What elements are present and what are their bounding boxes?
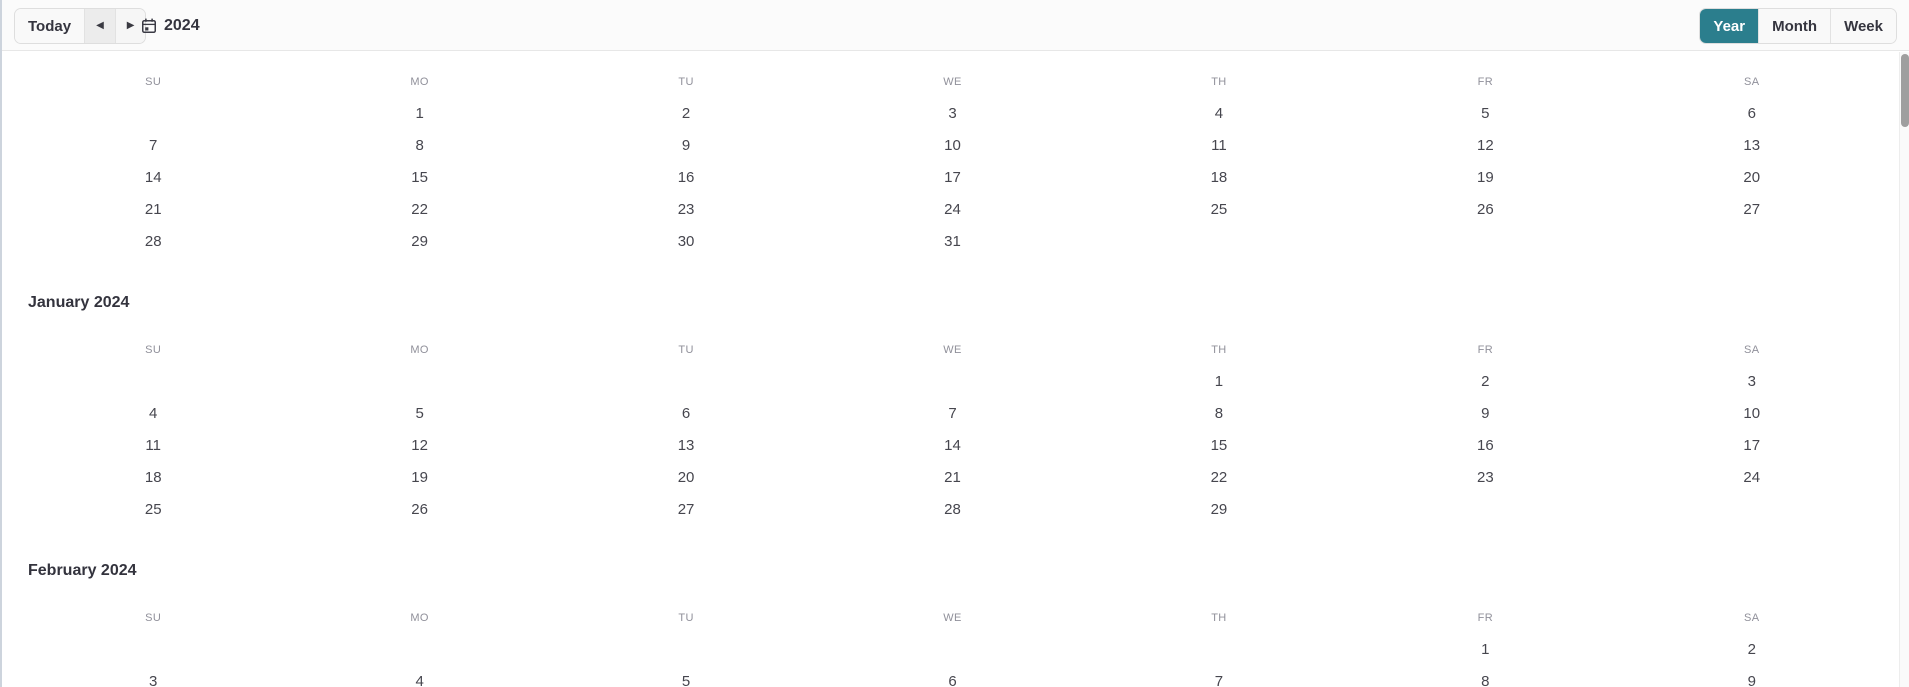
- today-button[interactable]: Today: [15, 9, 84, 43]
- date-cell[interactable]: 7: [1214, 673, 1224, 687]
- date-cell[interactable]: 6: [1747, 105, 1756, 122]
- toolbar: [0, 0, 1909, 51]
- year-label: 2024: [164, 16, 200, 34]
- empty-cell: [20, 98, 286, 130]
- empty-cell: [1619, 226, 1885, 258]
- date-cell[interactable]: 29: [411, 233, 428, 250]
- scrollbar-thumb[interactable]: [1901, 54, 1909, 127]
- nav-button-group: [14, 8, 146, 44]
- day-header: WE: [943, 76, 962, 88]
- date-cell[interactable]: 19: [1477, 169, 1494, 186]
- date-cell[interactable]: 26: [1477, 201, 1494, 218]
- date-cell[interactable]: 3: [149, 673, 158, 687]
- date-cell[interactable]: 24: [944, 201, 961, 218]
- date-cell[interactable]: 2: [681, 105, 691, 122]
- date-cell[interactable]: 8: [1214, 405, 1224, 422]
- view-button-week[interactable]: Week: [1830, 9, 1896, 43]
- prev-button[interactable]: [84, 9, 115, 43]
- date-cell[interactable]: 1: [1481, 641, 1490, 658]
- date-cell[interactable]: 7: [149, 137, 158, 154]
- window-left-edge: [0, 0, 2, 687]
- day-header: MO: [410, 76, 429, 88]
- date-cell[interactable]: 23: [677, 201, 695, 218]
- date-cell[interactable]: 1: [415, 105, 424, 122]
- date-cell[interactable]: 25: [144, 501, 162, 518]
- date-cell[interactable]: 19: [411, 469, 428, 486]
- date-cell[interactable]: 16: [1477, 437, 1494, 454]
- date-cell[interactable]: 6: [948, 673, 957, 687]
- date-cell[interactable]: 28: [944, 501, 961, 518]
- day-header: SA: [1744, 76, 1760, 88]
- date-cell[interactable]: 15: [1210, 437, 1228, 454]
- prev-icon: ◀: [96, 20, 104, 31]
- month-section: [0, 66, 1909, 314]
- date-cell[interactable]: 17: [1743, 437, 1761, 454]
- date-cell[interactable]: 4: [149, 405, 158, 422]
- empty-cell: [286, 366, 552, 398]
- date-cell[interactable]: 5: [681, 673, 691, 687]
- date-cell[interactable]: 6: [681, 405, 691, 422]
- month-label: January 2024: [28, 294, 130, 311]
- day-header: SU: [145, 76, 162, 88]
- date-cell[interactable]: 17: [944, 169, 961, 186]
- date-cell[interactable]: 20: [677, 469, 695, 486]
- date-cell[interactable]: 22: [411, 201, 428, 218]
- day-header: TU: [678, 344, 694, 356]
- date-cell[interactable]: 9: [1747, 673, 1756, 687]
- date-cell[interactable]: 26: [411, 501, 428, 518]
- date-cell[interactable]: 15: [411, 169, 428, 186]
- empty-cell: [553, 366, 819, 398]
- empty-cell: [1086, 226, 1352, 258]
- date-cell[interactable]: 31: [944, 233, 961, 250]
- view-button-month[interactable]: Month: [1758, 9, 1830, 43]
- month-grid: [20, 602, 1885, 687]
- date-cell[interactable]: 11: [1211, 137, 1227, 154]
- date-cell[interactable]: 5: [1481, 105, 1490, 122]
- date-cell[interactable]: 10: [1743, 405, 1761, 422]
- date-cell[interactable]: 14: [144, 169, 162, 186]
- months-container: [0, 52, 1909, 687]
- date-cell[interactable]: 3: [1747, 373, 1756, 390]
- month-grid: [20, 66, 1885, 258]
- date-cell[interactable]: 12: [1477, 137, 1494, 154]
- date-cell[interactable]: 29: [1210, 501, 1228, 518]
- day-header: FR: [1477, 344, 1494, 356]
- month-grid: [20, 334, 1885, 526]
- month-label: February 2024: [28, 562, 137, 579]
- empty-cell: [20, 634, 286, 666]
- empty-cell: [1352, 226, 1618, 258]
- empty-cell: [819, 634, 1085, 666]
- date-cell[interactable]: 20: [1743, 169, 1761, 186]
- day-header: SA: [1744, 612, 1760, 624]
- date-cell[interactable]: 5: [415, 405, 424, 422]
- day-header: MO: [410, 612, 429, 624]
- date-cell[interactable]: 9: [681, 137, 691, 154]
- day-header: MO: [410, 344, 429, 356]
- view-button-year[interactable]: Year: [1700, 9, 1758, 43]
- date-cell[interactable]: 27: [1743, 201, 1761, 218]
- empty-cell: [819, 366, 1085, 398]
- date-cell[interactable]: 10: [944, 137, 961, 154]
- day-header: TH: [1211, 612, 1227, 624]
- date-cell[interactable]: 4: [1214, 105, 1224, 122]
- view-switcher: [1699, 8, 1897, 44]
- calendar-scroll-area: [0, 52, 1909, 687]
- date-cell[interactable]: 3: [948, 105, 957, 122]
- empty-cell: [1352, 494, 1618, 526]
- date-cell[interactable]: 27: [677, 501, 695, 518]
- day-header: WE: [943, 344, 962, 356]
- date-cell[interactable]: 1: [1214, 373, 1224, 390]
- date-cell[interactable]: 21: [944, 469, 961, 486]
- empty-cell: [1619, 494, 1885, 526]
- day-header: WE: [943, 612, 962, 624]
- empty-cell: [553, 634, 819, 666]
- date-cell[interactable]: 8: [415, 137, 424, 154]
- next-icon: ▶: [126, 20, 135, 31]
- empty-cell: [1086, 634, 1352, 666]
- month-section: [0, 334, 1909, 582]
- date-cell[interactable]: 14: [944, 437, 961, 454]
- date-cell[interactable]: 18: [144, 469, 162, 486]
- date-cell[interactable]: 2: [1747, 641, 1756, 658]
- day-header: FR: [1477, 612, 1494, 624]
- date-cell[interactable]: 2: [1481, 373, 1490, 390]
- date-cell[interactable]: 30: [677, 233, 695, 250]
- day-header: FR: [1477, 76, 1494, 88]
- calendar-icon: [141, 18, 157, 34]
- date-cell[interactable]: 28: [144, 233, 162, 250]
- date-cell[interactable]: 8: [1481, 673, 1490, 687]
- day-header: TH: [1211, 76, 1227, 88]
- month-section: [0, 602, 1909, 687]
- day-header: TU: [678, 76, 694, 88]
- date-cell[interactable]: 25: [1210, 201, 1228, 218]
- date-cell[interactable]: 12: [411, 437, 428, 454]
- day-header: SA: [1744, 344, 1760, 356]
- date-cell[interactable]: 4: [415, 673, 424, 687]
- vertical-scrollbar[interactable]: [1899, 52, 1909, 687]
- date-cell[interactable]: 18: [1210, 169, 1228, 186]
- date-cell[interactable]: 23: [1477, 469, 1494, 486]
- date-cell[interactable]: 11: [145, 437, 161, 454]
- date-cell[interactable]: 13: [677, 437, 695, 454]
- date-cell[interactable]: 7: [948, 405, 957, 422]
- day-header: SU: [145, 612, 162, 624]
- empty-cell: [20, 366, 286, 398]
- date-cell[interactable]: 16: [677, 169, 695, 186]
- date-cell[interactable]: 22: [1210, 469, 1228, 486]
- day-header: SU: [145, 344, 162, 356]
- date-cell[interactable]: 9: [1481, 405, 1490, 422]
- year-picker[interactable]: [141, 0, 200, 51]
- day-header: TU: [678, 612, 694, 624]
- empty-cell: [286, 634, 552, 666]
- date-cell[interactable]: 24: [1743, 469, 1761, 486]
- day-header: TH: [1211, 344, 1227, 356]
- date-cell[interactable]: 21: [144, 201, 162, 218]
- date-cell[interactable]: 13: [1743, 137, 1761, 154]
